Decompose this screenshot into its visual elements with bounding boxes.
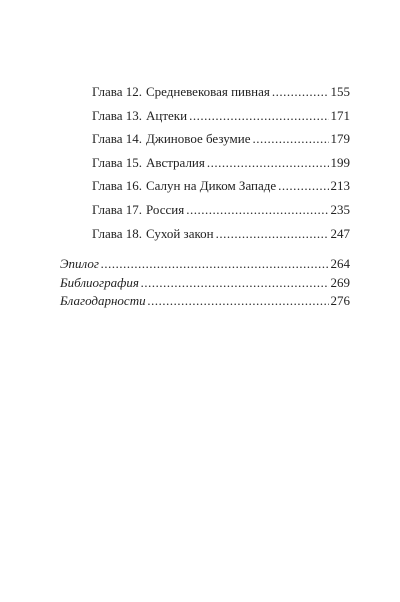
chapter-number: Глава 17. [92, 201, 143, 217]
dot-leader [189, 108, 328, 124]
page-number: 247 [330, 225, 350, 241]
page-number: 179 [330, 131, 350, 147]
page-number: 171 [330, 107, 350, 123]
toc-entry-acknowledgements [60, 293, 350, 312]
chapter-number: Глава 18. [92, 225, 143, 241]
page-number: 276 [330, 293, 350, 309]
chapter-title: Ацтеки [146, 107, 188, 123]
table-of-contents [60, 84, 350, 312]
dot-leader [207, 155, 329, 171]
page-number: 213 [330, 178, 350, 194]
chapter-title: Австралия [146, 154, 205, 170]
chapter-number: Глава 15. [92, 154, 143, 170]
page-number: 155 [330, 84, 350, 99]
chapter-number: Глава 16. [92, 178, 143, 194]
chapter-title: Россия [146, 201, 185, 217]
page-number: 235 [330, 201, 350, 217]
dot-leader [148, 293, 329, 309]
chapter-title: Средневековая пивная [146, 84, 270, 99]
chapter-title: Джиновое безумие [146, 131, 251, 147]
dot-leader [141, 275, 329, 291]
chapter-title: Салун на Диком Западе [146, 178, 277, 194]
dot-leader [101, 256, 329, 272]
toc-entry-chapter-13 [60, 108, 350, 132]
dot-leader [186, 202, 328, 218]
page-number: 264 [330, 256, 350, 272]
dot-leader [278, 178, 328, 194]
section-title: Благодарности [60, 293, 146, 309]
dot-leader [272, 84, 329, 100]
page-number: 199 [330, 154, 350, 170]
toc-entry-chapter-17 [60, 202, 350, 226]
chapter-title: Сухой закон [146, 225, 214, 241]
page-number: 269 [330, 274, 350, 290]
toc-entry-bibliography [60, 275, 350, 294]
chapter-number: Глава 14. [92, 131, 143, 147]
toc-entry-chapter-12 [60, 84, 350, 108]
toc-entry-chapter-14 [60, 131, 350, 155]
section-title: Библиография [60, 274, 139, 290]
toc-entry-chapter-15 [60, 155, 350, 179]
dot-leader [216, 226, 329, 242]
back-matter-list [60, 256, 350, 312]
chapter-list [60, 84, 350, 249]
dot-leader [253, 131, 329, 147]
toc-entry-epilogue [60, 256, 350, 275]
chapter-number: Глава 13. [92, 107, 143, 123]
section-title: Эпилог [60, 256, 99, 272]
toc-entry-chapter-16 [60, 178, 350, 202]
toc-entry-chapter-18 [60, 226, 350, 250]
chapter-number: Глава 12. [92, 84, 143, 99]
